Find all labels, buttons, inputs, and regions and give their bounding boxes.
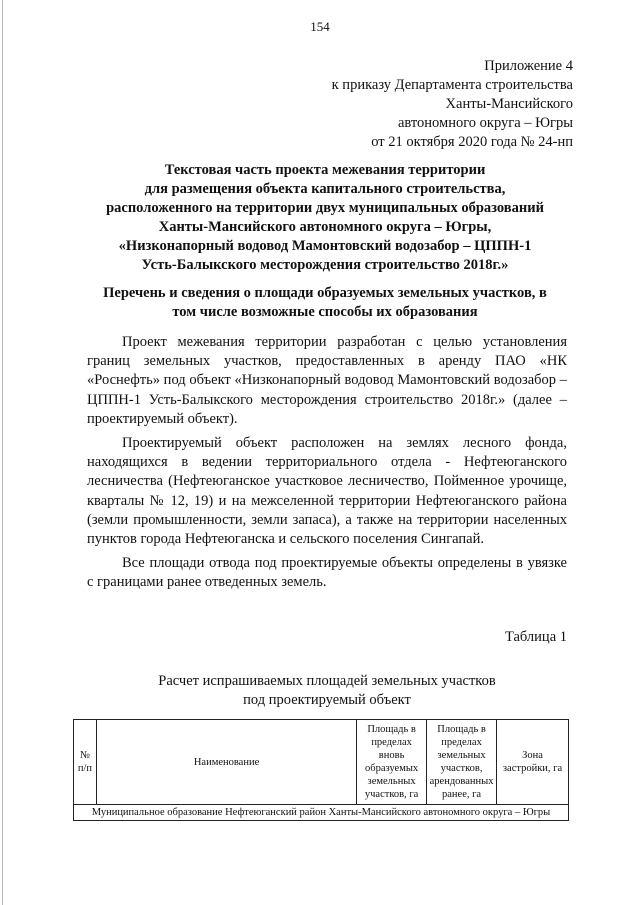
document-title xyxy=(60,161,590,275)
paragraph: Проектируемый объект расположен на землях лесного фонда, находящихся в ведении территориального отдела - Нефтеюганского лесничества (Нефтеюганское участковое лесничество, Пойменное урочище, кварталы № 12, 19) и на межселенной территории Нефтеюганского района (земли промышленности, земли запаса), а также на территории населенных пунктов города Нефтеюганска и сельского поселения Сингапай. xyxy=(87,435,567,548)
column-header-number: № п/п xyxy=(74,720,97,805)
title-line: Текстовая часть проекта межевания территории xyxy=(164,162,486,178)
appendix-line: автономного округа – Югры xyxy=(397,115,573,131)
section-heading-line: Перечень и сведения о площади образуемых земельных участков, в xyxy=(103,285,547,301)
appendix-line: от 21 октября 2020 года № 24-нп xyxy=(371,134,573,150)
table-caption xyxy=(87,672,567,710)
appendix-block xyxy=(173,57,573,152)
column-header-new-area: Площадь в пределах вновь образуемых земельных участков, га xyxy=(357,720,427,805)
table-row xyxy=(74,805,569,821)
title-line: расположенного на территории двух муниципальных образований xyxy=(106,200,544,216)
region-row-cell: Муниципальное образование Нефтеюганский район Ханты-Мансийского автономного округа – Югры xyxy=(74,805,569,821)
title-line: для размещения объекта капитального строительства, xyxy=(144,181,506,197)
table-caption-line: под проектируемый объект xyxy=(243,692,411,708)
paragraph: Все площади отвода под проектируемые объекты определены в увязке с границами ранее отведенных земель. xyxy=(87,555,567,591)
title-line: Усть-Балыкского месторождения строительство 2018г.» xyxy=(141,257,509,273)
table-caption-line: Расчет испрашиваемых площадей земельных участков xyxy=(158,673,496,689)
paragraph: Проект межевания территории разработан с целью установления границ земельных участков, предоставленных в аренду ПАО «НК «Роснефть» под объект «Низконапорный водовод Мамонтовский водозабор – ЦППН-1 Усть-Балыкского месторождения строительство 2018г.» (далее – проектируемый объект). xyxy=(87,334,567,427)
section-heading-line: том числе возможные способы их образования xyxy=(172,304,478,320)
section-heading xyxy=(60,284,590,322)
land-area-table xyxy=(73,719,569,821)
page-number: 154 xyxy=(310,19,330,34)
column-header-leased-area: Площадь в пределах земельных участков, арендованных ранее, га xyxy=(427,720,497,805)
column-header-name: Наименование xyxy=(96,720,356,805)
title-line: Ханты-Мансийского автономного округа – Югры, xyxy=(158,219,492,235)
title-line: «Низконапорный водовод Мамонтовский водозабор – ЦППН-1 xyxy=(118,238,532,254)
table-reference: Таблица 1 xyxy=(504,629,567,645)
table-header-row xyxy=(74,720,569,805)
appendix-line: к приказу Департамента строительства xyxy=(331,77,573,93)
appendix-line: Приложение 4 xyxy=(484,58,573,74)
scan-edge-line xyxy=(2,0,3,905)
body-text xyxy=(87,333,567,598)
column-header-build-zone: Зона застройки, га xyxy=(497,720,569,805)
appendix-line: Ханты-Мансийского xyxy=(445,96,573,112)
